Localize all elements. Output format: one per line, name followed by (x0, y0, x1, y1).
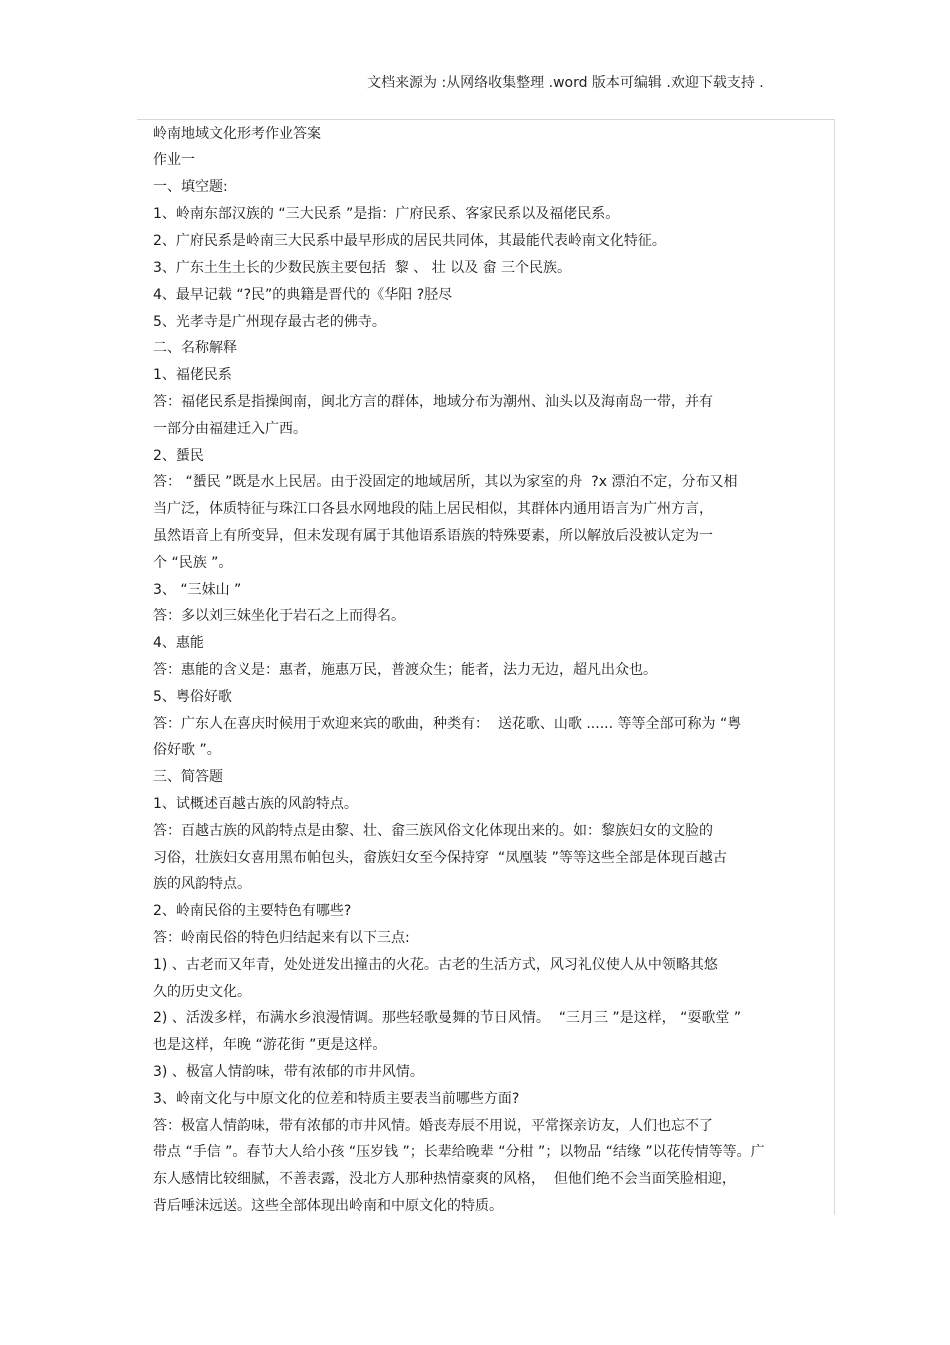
answer-line: 1、岭南东部汉族的 “三大民系 ”是指：广府民系、客家民系以及福佬民系。 (153, 206, 620, 222)
question-line: 4、惠能 (153, 635, 204, 651)
answer-line: 2) 、活泼多样，布满水乡浪漫情调。那些轻歌曼舞的节日风情。 “三月三 ”是这样， “耍歌堂 ” (153, 1010, 742, 1026)
answer-line: 俗好歌 ”。 (153, 742, 221, 758)
answer-line: 带点 “手信 ”。春节大人给小孩 “压岁钱 ”；长辈给晚辈 “分柑 ”；以物品 “结缘 ”以花传情等等。广 (153, 1144, 765, 1160)
section-heading: 一、填空题: (153, 179, 228, 195)
answer-line: 4、最早记载 “?民”的典籍是晋代的《华阳 ?胫尽 (153, 287, 453, 303)
document-title: 岭南地域文化形考作业答案 (153, 126, 321, 142)
answer-line: 习俗，壮族妇女喜用黑布帕包头，畲族妇女至今保持穿 “凤凰装 ”等等这些全部是体现百越古 (153, 850, 727, 866)
question-line: 5、粤俗好歌 (153, 689, 232, 705)
answer-line: 1) 、古老而又年青，处处迸发出撞击的火花。古老的生活方式，风习礼仪使人从中领略其悠 (153, 957, 718, 973)
answer-line: 2、广府民系是岭南三大民系中最早形成的居民共同体，其最能代表岭南文化特征。 (153, 233, 666, 249)
answer-line: 族的风韵特点。 (153, 876, 251, 892)
answer-line: 3、广东土生土长的少数民族主要包括 黎 、 壮 以及 畲 三个民族。 (153, 260, 572, 276)
answer-line: 虽然语音上有所变异，但未发现有属于其他语系语族的特殊要素，所以解放后没被认定为一 (153, 528, 713, 544)
answer-line: 答：广东人在喜庆时候用于欢迎来宾的歌曲，种类有： 送花歌、山歌 ...... 等等全部可称为 “粤 (153, 716, 742, 732)
question-line: 3、 “三妹山 ” (153, 582, 242, 598)
answer-line: 5、光孝寺是广州现存最古老的佛寺。 (153, 314, 386, 330)
answer-line: 答：百越古族的风韵特点是由黎、壮、畲三族风俗文化体现出来的。如：黎族妇女的文脸的 (153, 823, 713, 839)
answer-line: 个 “民族 ”。 (153, 555, 233, 571)
section-heading: 二、名称解释 (153, 340, 237, 356)
answer-line: 答： “蜑民 ”既是水上民居。由于没固定的地域居所，其以为家室的舟 ?x 漂泊不定，分布又相 (153, 474, 738, 490)
answer-line: 背后唾沫远送。这些全部体现出岭南和中原文化的特质。 (153, 1198, 503, 1214)
assignment-heading: 作业一 (153, 152, 195, 168)
answer-line: 久的历史文化。 (153, 984, 251, 1000)
answer-line: 当广泛，体质特征与珠江口各县水网地段的陆上居民相似，其群体内通用语言为广州方言， (153, 501, 713, 517)
question-line: 1、福佬民系 (153, 367, 232, 383)
question-line: 1、试概述百越古族的风韵特点。 (153, 796, 358, 812)
answer-line: 答：惠能的含义是：惠者，施惠万民，普渡众生；能者，法力无边，超凡出众也。 (153, 662, 657, 678)
page-header: 文档来源为 :从网络收集整理 .word 版本可编辑 .欢迎下载支持 . (367, 75, 764, 91)
question-line: 3、岭南文化与中原文化的位差和特质主要表当前哪些方面? (153, 1091, 520, 1107)
answer-line: 3) 、极富人情韵味，带有浓郁的市井风情。 (153, 1064, 424, 1080)
question-line: 2、岭南民俗的主要特色有哪些? (153, 903, 352, 919)
answer-line: 答：岭南民俗的特色归结起来有以下三点: (153, 930, 410, 946)
section-heading: 三、简答题 (153, 769, 223, 785)
answer-line: 东人感情比较细腻，不善表露，没北方人那种热情豪爽的风格， 但他们绝不会当面笑脸相迎， (153, 1171, 736, 1187)
answer-line: 答：极富人情韵味，带有浓郁的市井风情。婚丧寿辰不用说，平常探亲访友，人们也忘不了 (153, 1118, 713, 1134)
question-line: 2、蜑民 (153, 448, 204, 464)
answer-line: 答：福佬民系是指操闽南，闽北方言的群体，地域分布为潮州、汕头以及海南岛一带，并有 (153, 394, 713, 410)
answer-line: 一部分由福建迁入广西。 (153, 421, 307, 437)
answer-line: 也是这样，年晚 “游花街 ”更是这样。 (153, 1037, 387, 1053)
answer-line: 答：多以刘三妹坐化于岩石之上而得名。 (153, 608, 405, 624)
